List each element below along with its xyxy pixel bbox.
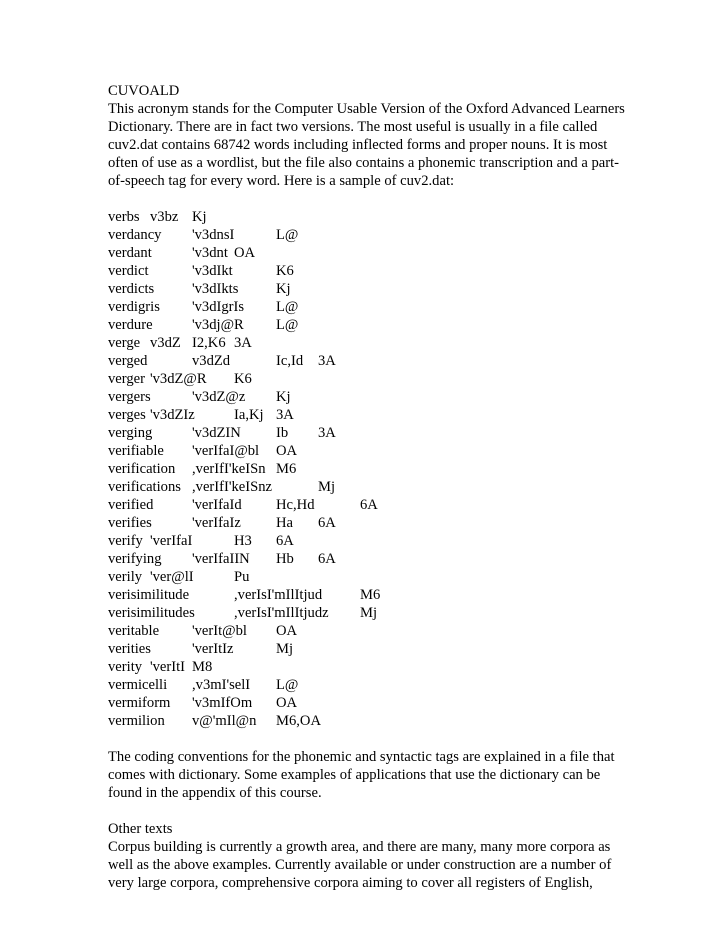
sample-row xyxy=(108,658,628,676)
sample-word: verities xyxy=(108,641,151,657)
sample-extra: 6A xyxy=(360,497,378,513)
sample-row xyxy=(108,334,628,352)
sample-tag: Kj xyxy=(276,389,291,405)
sample-row xyxy=(108,388,628,406)
sample-tag: M6 xyxy=(276,461,297,477)
sample-phonemic: 'v3dZ@R xyxy=(150,371,207,387)
sample-row xyxy=(108,478,628,496)
sample-tag: H3 xyxy=(234,533,252,549)
sample-word: verified xyxy=(108,497,154,513)
sample-tag: OA xyxy=(276,623,298,639)
sample-phonemic: 'v3dIkt xyxy=(192,263,233,279)
sample-phonemic: v@'mIl@n xyxy=(192,713,257,729)
conventions-paragraph xyxy=(108,748,628,802)
sample-phonemic: 'verIfaIIN xyxy=(192,551,250,567)
sample-phonemic: ,verIfI'keISnz xyxy=(192,479,273,495)
sample-tag: M6,OA xyxy=(276,713,321,729)
sample-tag: Ia,Kj xyxy=(234,407,264,423)
sample-phonemic: ,verIsI'mIlItjud xyxy=(234,587,323,603)
sample-phonemic: 'verItIz xyxy=(192,641,234,657)
sample-tag: Mj xyxy=(276,641,294,657)
sample-row xyxy=(108,442,628,460)
sample-word: verdigris xyxy=(108,299,160,315)
sample-word: verifiable xyxy=(108,443,164,459)
sample-row xyxy=(108,460,628,478)
sample-row xyxy=(108,370,628,388)
sample-phonemic: 'verItI xyxy=(150,659,186,675)
sample-row xyxy=(108,244,628,262)
sample-row xyxy=(108,424,628,442)
document-page xyxy=(108,82,628,892)
sample-row xyxy=(108,514,628,532)
conventions-line: comes with dictionary. Some examples of applications that use the dictionary can be xyxy=(108,767,601,783)
sample-tag: Ha xyxy=(276,515,294,531)
sample-extra: 6A xyxy=(318,551,336,567)
sample-word: verily xyxy=(108,569,143,585)
sample-word: vermicelli xyxy=(108,677,168,693)
dictionary-sample xyxy=(108,208,628,730)
sample-phonemic: ,v3mI'selI xyxy=(192,677,251,693)
sample-phonemic: v3dZd xyxy=(192,353,231,369)
sample-word: verifying xyxy=(108,551,162,567)
sample-phonemic: 'verIt@bl xyxy=(192,623,247,639)
sample-extra: 3A xyxy=(318,353,336,369)
sample-word: verifications xyxy=(108,479,181,495)
sample-word: vergers xyxy=(108,389,151,405)
sample-tag: OA xyxy=(234,245,256,261)
other-texts-paragraph xyxy=(108,838,628,892)
sample-tag: Hb xyxy=(276,551,294,567)
sample-phonemic: 'v3dIkts xyxy=(192,281,239,297)
sample-tag: L@ xyxy=(276,677,299,693)
sample-tag: Mj xyxy=(318,479,336,495)
intro-line: cuv2.dat contains 68742 words including inflected forms and proper nouns. It is most xyxy=(108,137,608,153)
sample-phonemic: 'v3dnt xyxy=(192,245,228,261)
sample-word: verdure xyxy=(108,317,153,333)
sample-tag: Pu xyxy=(234,569,250,585)
sample-extra: 3A xyxy=(318,425,336,441)
sample-tag: K6 xyxy=(234,371,252,387)
sample-word: verdancy xyxy=(108,227,162,243)
intro-line: Dictionary. There are in fact two versions. The most useful is usually in a file called xyxy=(108,119,598,135)
sample-tag: L@ xyxy=(276,299,299,315)
sample-tag: I2,K6 xyxy=(192,335,226,351)
sample-row xyxy=(108,352,628,370)
sample-phonemic: ,verIsI'mIlItjudz xyxy=(234,605,329,621)
sample-row xyxy=(108,676,628,694)
sample-phonemic: v3bz xyxy=(150,209,179,225)
sample-word: verifies xyxy=(108,515,152,531)
sample-extra: 6A xyxy=(276,533,294,549)
sample-row xyxy=(108,550,628,568)
sample-word: verging xyxy=(108,425,153,441)
sample-tag: L@ xyxy=(276,227,299,243)
sample-row xyxy=(108,532,628,550)
sample-phonemic: 'v3dZIz xyxy=(150,407,195,423)
sample-row xyxy=(108,406,628,424)
sample-tag: Ic,Id xyxy=(276,353,304,369)
sample-row xyxy=(108,604,628,622)
sample-row xyxy=(108,208,628,226)
sample-word: verisimilitudes xyxy=(108,605,195,621)
sample-row xyxy=(108,712,628,730)
sample-word: verity xyxy=(108,659,143,675)
sample-row xyxy=(108,262,628,280)
other-line: Corpus building is currently a growth area, and there are many, many more corpora as xyxy=(108,839,611,855)
sample-word: vermiform xyxy=(108,695,171,711)
sample-word: verdant xyxy=(108,245,152,261)
sample-row xyxy=(108,640,628,658)
sample-phonemic: v3dZ xyxy=(150,335,181,351)
sample-phonemic: 'ver@lI xyxy=(150,569,194,585)
sample-row xyxy=(108,280,628,298)
sample-word: verged xyxy=(108,353,148,369)
sample-tag: Mj xyxy=(360,605,378,621)
sample-tag: OA xyxy=(276,443,298,459)
section-heading-other-texts: Other texts xyxy=(108,821,173,837)
sample-row xyxy=(108,496,628,514)
sample-word: verification xyxy=(108,461,176,477)
sample-tag: OA xyxy=(276,695,298,711)
other-line: very large corpora, comprehensive corpora aiming to cover all registers of English, xyxy=(108,875,593,891)
sample-tag: L@ xyxy=(276,317,299,333)
sample-phonemic: 'v3dnsI xyxy=(192,227,235,243)
sample-tag: Kj xyxy=(192,209,207,225)
sample-word: verdicts xyxy=(108,281,155,297)
sample-phonemic: 'v3dj@R xyxy=(192,317,244,333)
sample-word: verbs xyxy=(108,209,140,225)
sample-word: verisimilitude xyxy=(108,587,190,603)
intro-paragraph xyxy=(108,100,628,190)
sample-extra: 6A xyxy=(318,515,336,531)
sample-row xyxy=(108,586,628,604)
sample-tag: Ib xyxy=(276,425,289,441)
sample-row xyxy=(108,316,628,334)
sample-word: verify xyxy=(108,533,143,549)
sample-row xyxy=(108,694,628,712)
sample-row xyxy=(108,622,628,640)
sample-phonemic: 'verIfaIz xyxy=(192,515,241,531)
sample-extra: 3A xyxy=(234,335,252,351)
sample-tag: Hc,Hd xyxy=(276,497,315,513)
sample-tag: M6 xyxy=(360,587,381,603)
intro-line: This acronym stands for the Computer Usable Version of the Oxford Advanced Learners xyxy=(108,101,625,117)
sample-row xyxy=(108,568,628,586)
intro-line: often of use as a wordlist, but the file also contains a phonemic transcription and a part- xyxy=(108,155,620,171)
sample-phonemic: 'verIfaId xyxy=(192,497,242,513)
sample-tag: K6 xyxy=(276,263,294,279)
sample-word: verger xyxy=(108,371,146,387)
section-heading-cuvoald: CUVOALD xyxy=(108,83,180,99)
sample-row xyxy=(108,298,628,316)
sample-row xyxy=(108,226,628,244)
sample-tag: Kj xyxy=(276,281,291,297)
conventions-line: found in the appendix of this course. xyxy=(108,785,322,801)
sample-phonemic: 'v3dZIN xyxy=(192,425,241,441)
sample-phonemic: 'v3dZ@z xyxy=(192,389,246,405)
sample-phonemic: 'verIfaI xyxy=(150,533,193,549)
sample-phonemic: ,verIfI'keISn xyxy=(192,461,266,477)
sample-extra: 3A xyxy=(276,407,294,423)
sample-word: vermilion xyxy=(108,713,165,729)
sample-word: verdict xyxy=(108,263,149,279)
sample-word: veritable xyxy=(108,623,160,639)
sample-word: verges xyxy=(108,407,146,423)
sample-phonemic: 'v3mIfOm xyxy=(192,695,253,711)
intro-line: of-speech tag for every word. Here is a sample of cuv2.dat: xyxy=(108,173,455,189)
sample-word: verge xyxy=(108,335,141,351)
sample-phonemic: 'verIfaI@bl xyxy=(192,443,260,459)
other-line: well as the above examples. Currently available or under construction are a number of xyxy=(108,857,612,873)
sample-phonemic: 'v3dIgrIs xyxy=(192,299,245,315)
conventions-line: The coding conventions for the phonemic and syntactic tags are explained in a file that xyxy=(108,749,615,765)
sample-tag: M8 xyxy=(192,659,213,675)
